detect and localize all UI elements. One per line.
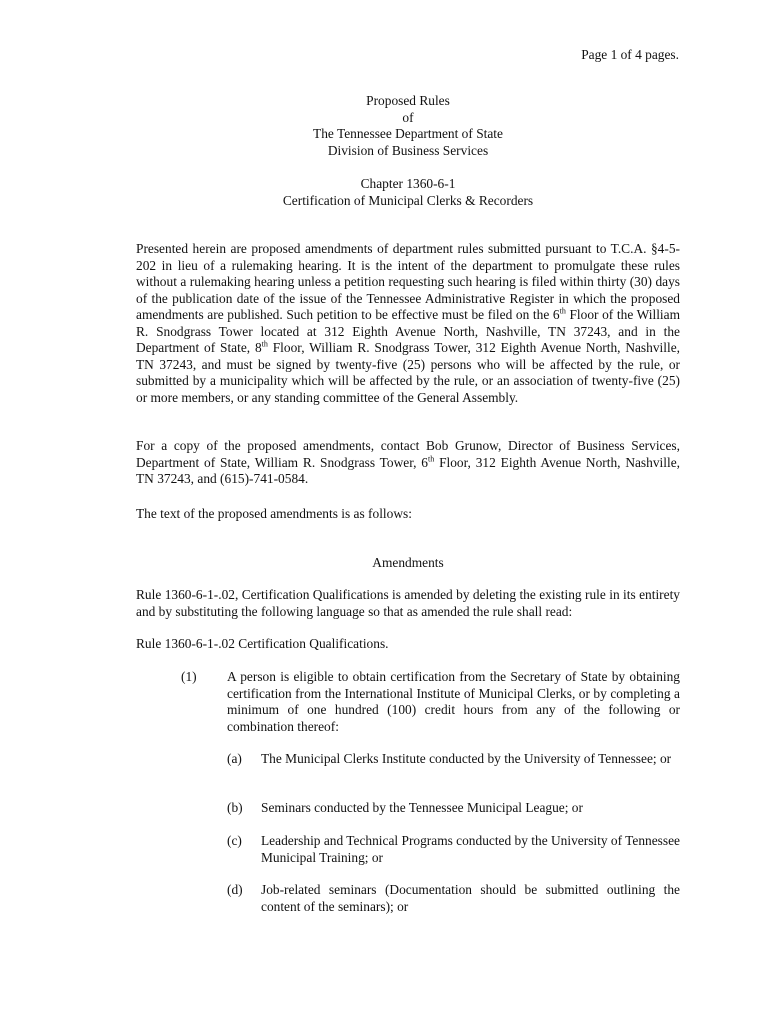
rule-title: Rule 1360-6-1-.02 Certification Qualifications. [136, 636, 389, 651]
chapter-heading [136, 176, 680, 209]
sub-item-letter: (c) [227, 833, 242, 848]
chapter-name: Certification of Municipal Clerks & Recorders [282, 192, 534, 208]
item-number: (1) [181, 669, 197, 684]
title-line: The Tennessee Department of State [313, 126, 503, 141]
rule-amendment-paragraph: Rule 1360-6-1-.02, Certification Qualifications is amended by deleting the existing rule in its entirety and by substituting the following language so that as amended the rule shall read: [136, 587, 680, 619]
document-title [136, 93, 680, 159]
sub-list-item [227, 751, 680, 768]
title-line: of [402, 109, 414, 125]
intro-text: Floor of the William R. Snodgrass Tower located at 312 Eighth Avenue North, Nashville, TN 37243, and in the Department of State, 8 [136, 307, 680, 355]
list-item [181, 669, 680, 735]
sub-list-item [227, 833, 680, 866]
contact-text: Floor, 312 Eighth Avenue North, Nashville, TN 37243, and (615)-741-0584. [136, 454, 680, 486]
contact-paragraph [136, 438, 680, 488]
sub-item-text: Job-related seminars (Documentation should be submitted outlining the content of the seminars); or [261, 882, 680, 914]
intro-text: Floor, William R. Snodgrass Tower, 312 Eighth Avenue North, Nashville, TN 37243, and must be signed by twenty-five (25) persons who will be affected by the rule, or submitted by a municipality which will be affected by the rule, or an association of twenty-five (25) or more members, or any standing committee of the General Assembly. [136, 340, 680, 405]
sub-item-text: Leadership and Technical Programs conducted by the University of Tennessee Municipal Training; or [261, 833, 680, 865]
superscript: th [261, 339, 268, 349]
sub-item-letter: (b) [227, 800, 243, 815]
chapter-number: Chapter 1360-6-1 [360, 176, 456, 191]
superscript: th [428, 454, 435, 464]
sub-item-text: Seminars conducted by the Tennessee Municipal League; or [261, 800, 583, 815]
intro-text: Presented herein are proposed amendments of department rules submitted pursuant to T.C.A. §4-5-202 in lieu of a rulemaking hearing. It is the intent of the department to promulgate these rules without a rulemaking hearing unless a petition requesting such hearing is filed within thirty (30) days of the publication date of the issue of the Tennessee Administrative Register in which the proposed amendments are published. Such petition to be effective must be filed on the 6 [136, 241, 680, 322]
sub-list-item [227, 882, 680, 915]
sub-list-item [227, 800, 680, 817]
page-number: Page 1 of 4 pages. [581, 47, 679, 62]
contact-text: For a copy of the proposed amendments, contact Bob Grunow, Director of Business Services, Department of State, William R. Snodgrass Tower, 6 [136, 438, 680, 470]
text-intro-paragraph: The text of the proposed amendments is as follows: [136, 506, 412, 521]
title-line: Proposed Rules [366, 93, 450, 108]
sub-item-text: The Municipal Clerks Institute conducted by the University of Tennessee; or [261, 751, 672, 766]
item-text: A person is eligible to obtain certification from the Secretary of State by obtaining certification from the International Institute of Municipal Clerks, or by completing a minimum of one hundred (100) credit hours from any of the following or combination thereof: [227, 669, 680, 734]
sub-item-letter: (d) [227, 882, 243, 897]
intro-paragraph [136, 241, 680, 406]
title-line: Division of Business Services [327, 142, 489, 158]
superscript: th [559, 306, 566, 316]
sub-item-letter: (a) [227, 751, 242, 766]
amendments-heading: Amendments [372, 555, 444, 570]
